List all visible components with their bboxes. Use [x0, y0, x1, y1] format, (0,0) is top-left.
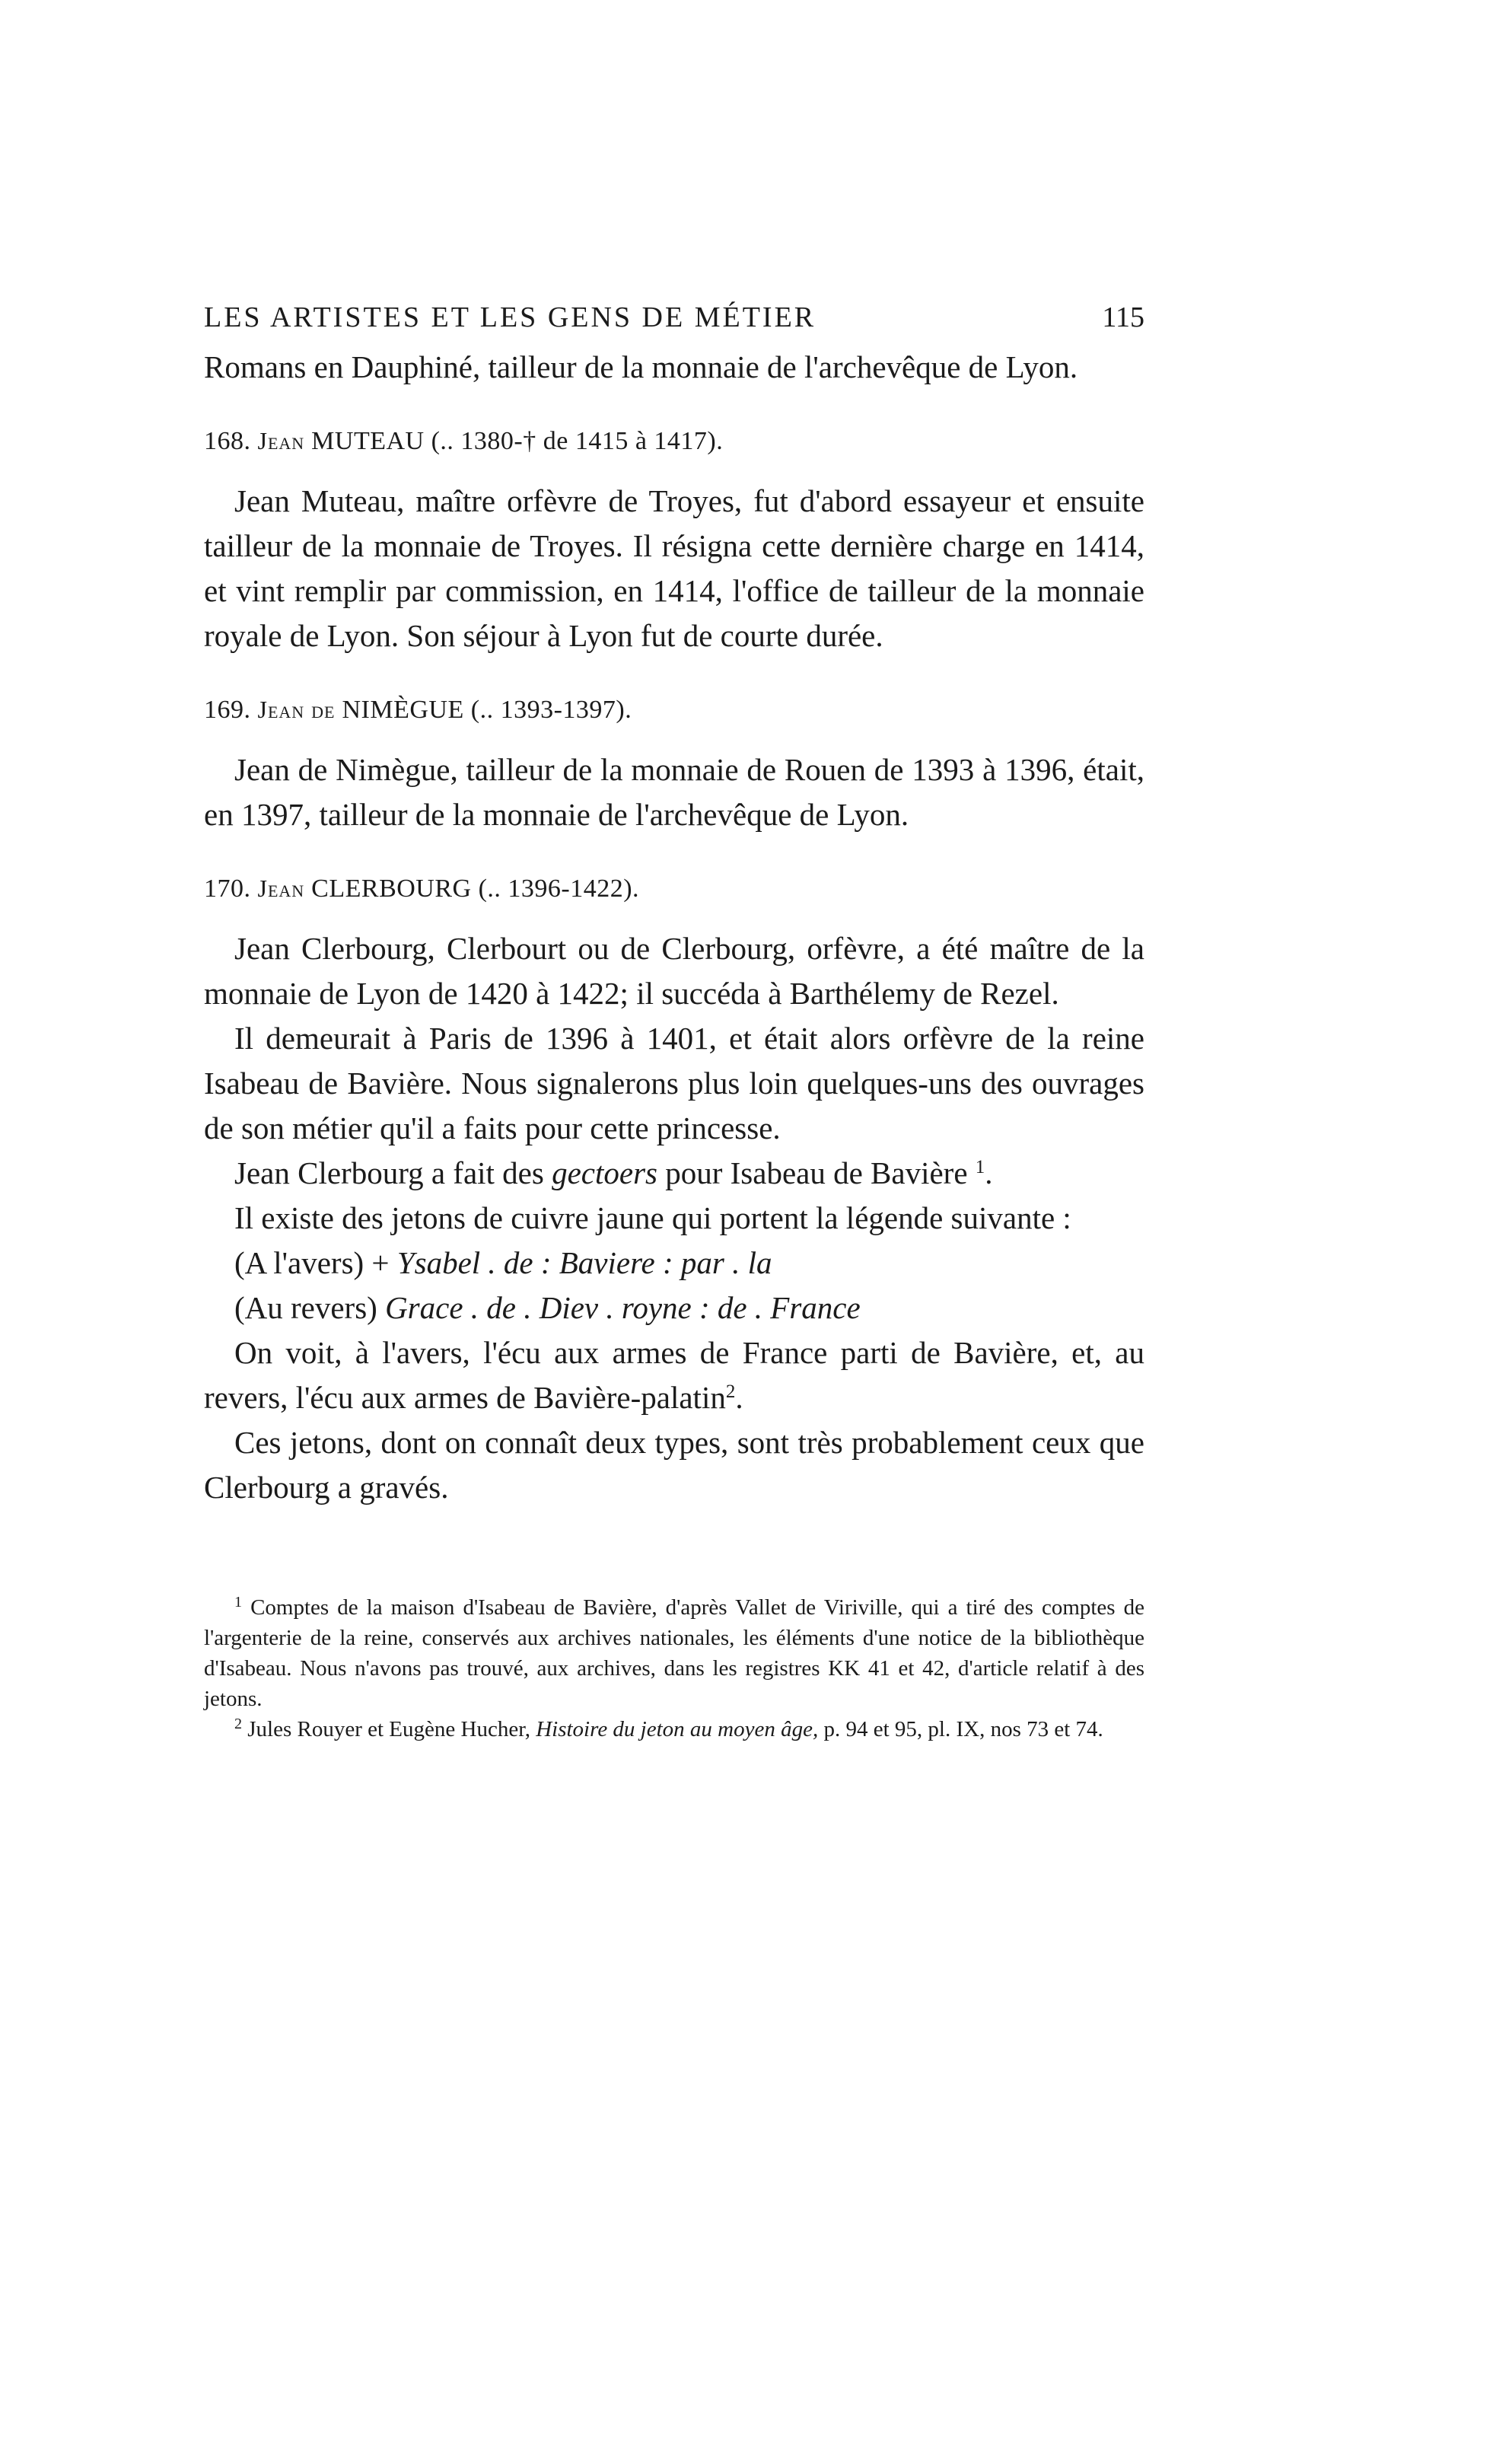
entry-dates: (.. 1393-1397).	[470, 696, 632, 724]
entry-surname: MUTEAU	[311, 427, 425, 455]
book-page	[204, 301, 1144, 1744]
footnote-1-text: Comptes de la maison d'Isabeau de Bavière, d'après Vallet de Viriville, qui a tiré des comptes de l'argenterie de la reine, conservés aux archives nationales, les éléments d'une notice de la bibliothèque d'Isabeau. Nous n'avons pas trouvé, aux archives, dans les registres KK 41 et 42, d'article relatif à des jetons.	[204, 1595, 1145, 1711]
legend-reverse-label: (Au revers)	[234, 1290, 377, 1325]
p3-italic-term: gectoers	[552, 1155, 657, 1190]
entry-heading-169	[204, 692, 1144, 728]
legend-obverse-text: Ysabel . de : Baviere : par . la	[396, 1245, 772, 1280]
footnotes	[204, 1592, 1144, 1744]
p5-text: On voit, à l'avers, l'écu aux armes de France parti de Bavière, et, au revers, l'écu aux armes de Bavière-palatin	[204, 1335, 1144, 1415]
page-number: 115	[1102, 301, 1144, 333]
running-title: LES ARTISTES ET LES GENS DE MÉTIER	[204, 301, 816, 333]
footnote-1	[204, 1592, 1144, 1714]
continued-paragraph: Romans en Dauphiné, tailleur de la monnaie de l'archevêque de Lyon.	[204, 349, 1078, 384]
footnote-2-after: p. 94 et 95, pl. IX, nos 73 et 74.	[823, 1717, 1103, 1741]
entry-number: 170.	[204, 875, 251, 903]
legend-reverse	[204, 1286, 1144, 1330]
entry-heading-168	[204, 423, 1144, 459]
entry-first-name: Jean	[257, 875, 305, 902]
footnote-mark-2: 2	[234, 1716, 242, 1732]
entry-particle: de	[311, 696, 336, 723]
entry-dates: (.. 1396-1422).	[478, 875, 640, 903]
entry-170-paragraph-4: Il existe des jetons de cuivre jaune qui portent la légende suivante :	[234, 1200, 1071, 1235]
p3-text-before: Jean Clerbourg a fait des	[234, 1155, 544, 1190]
entry-168-text: Jean Muteau, maître orfèvre de Troyes, fut d'abord essayeur et ensuite tailleur de la monnaie de Troyes. Il résigna cette dernière charge en 1414, et vint remplir par commission, en 1414, l'office de tailleur de la monnaie royale de Lyon. Son séjour à Lyon fut de courte durée.	[204, 483, 1144, 653]
entry-170-paragraph-2: Il demeurait à Paris de 1396 à 1401, et était alors orfèvre de la reine Isabeau de Bavière. Nous signalerons plus loin quelques-uns des ouvrages de son métier qu'il a faits pour cette princesse.	[204, 1021, 1144, 1145]
entry-number: 169.	[204, 696, 251, 724]
legend-reverse-text: Grace . de . Diev . royne : de . France	[385, 1290, 861, 1325]
entry-170-paragraph-6: Ces jetons, dont on connaît deux types, sont très probablement ceux que Clerbourg a gravés.	[204, 1425, 1144, 1505]
p3-text-after: pour Isabeau de Bavière	[665, 1155, 968, 1190]
p5-end: .	[735, 1380, 743, 1415]
footnote-2-title: Histoire du jeton au moyen âge,	[536, 1717, 819, 1741]
entry-surname: NIMÈGUE	[342, 696, 464, 724]
p3-end: .	[985, 1155, 993, 1190]
footnote-2-before: Jules Rouyer et Eugène Hucher,	[247, 1717, 530, 1741]
entry-169-text: Jean de Nimègue, tailleur de la monnaie de Rouen de 1393 à 1396, était, en 1397, tailleur de la monnaie de l'archevêque de Lyon.	[204, 752, 1144, 832]
entry-number: 168.	[204, 427, 251, 455]
running-head	[204, 301, 1144, 334]
entry-first-name: Jean	[257, 427, 305, 454]
entry-heading-170	[204, 871, 1144, 906]
footnote-2	[204, 1714, 1144, 1744]
entry-170-paragraph-1: Jean Clerbourg, Clerbourt ou de Clerbourg, orfèvre, a été maître de la monnaie de Lyon de 1420 à 1422; il succéda à Barthélemy de Rezel.	[204, 931, 1144, 1011]
footnote-ref-2[interactable]: 2	[725, 1381, 736, 1402]
footnote-mark-1: 1	[234, 1594, 242, 1611]
footnote-ref-1[interactable]: 1	[975, 1157, 985, 1177]
legend-obverse	[204, 1241, 1144, 1286]
entry-170-paragraph-3	[204, 1151, 1144, 1196]
legend-obverse-label: (A l'avers) +	[234, 1245, 390, 1280]
entry-surname: CLERBOURG	[311, 875, 472, 903]
entry-first-name: Jean	[257, 696, 305, 723]
entry-170-paragraph-5	[204, 1330, 1144, 1420]
entry-dates: (.. 1380-† de 1415 à 1417).	[431, 427, 724, 455]
